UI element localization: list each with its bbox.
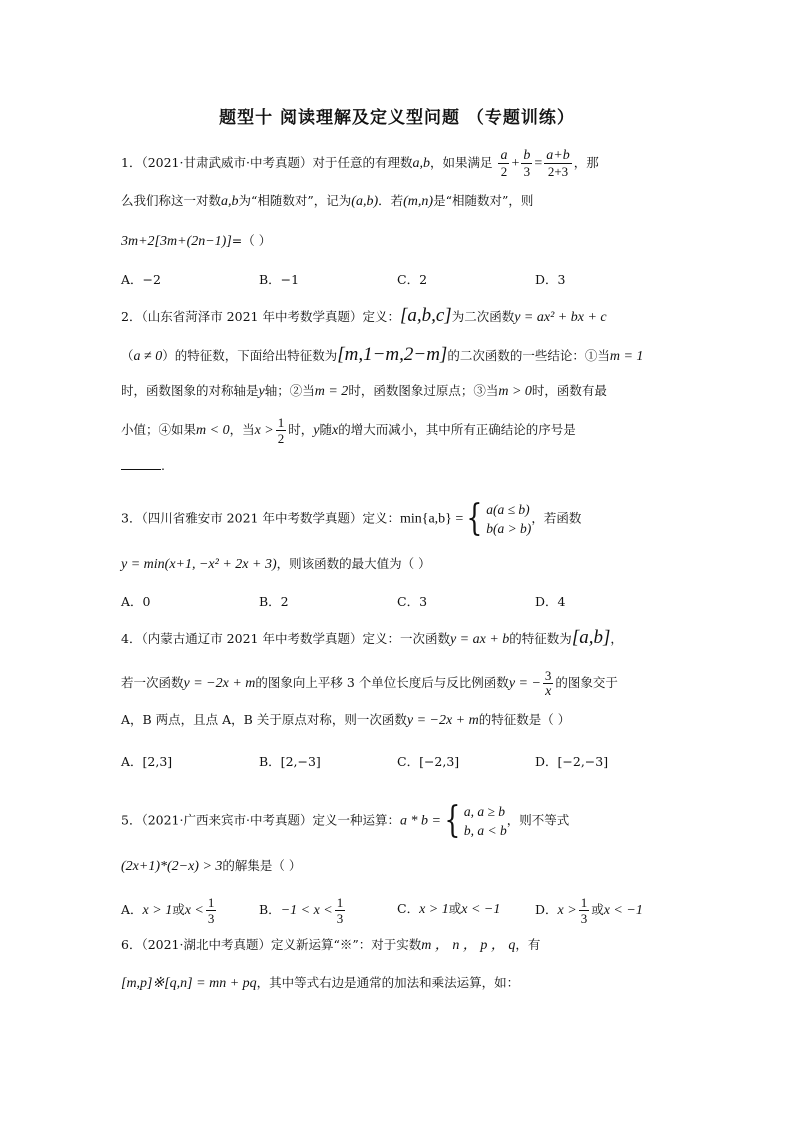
q2-l1b: 为二次函数: [451, 309, 515, 324]
q4-frac-num: 3: [544, 668, 552, 683]
q4-l1b: 的特征数为: [509, 631, 572, 646]
q5-brace: {: [444, 800, 461, 841]
q3-line-2: [121, 554, 431, 575]
q2-l2a: （: [121, 348, 134, 363]
q2-l4a: 小值；④如果: [121, 422, 197, 437]
q1-text-c: ，那: [573, 155, 599, 170]
q5-option-c-or: 或: [448, 901, 462, 916]
q5-inequality: (2x+1)*(2−x) > 3: [121, 859, 223, 874]
q2-line-3: [121, 381, 607, 402]
q2-function: y = ax² + bx + c: [514, 310, 607, 325]
q5-option-c: [397, 899, 500, 920]
q1-eq: =: [534, 156, 543, 171]
q5-option-b-m: −1 < x <: [280, 903, 333, 918]
q4-frac-den: x: [545, 684, 552, 699]
page-title: 题型十 阅读理解及定义型问题 （专题训练）: [219, 108, 575, 128]
q1-option-d: D．3: [535, 272, 566, 287]
q5-option-b-letter: B．: [259, 902, 281, 917]
q5-option-d-frac: [579, 895, 590, 926]
q3-minab: min{a,b} =: [399, 511, 464, 527]
q2-line-4: [121, 415, 576, 446]
q2-end: .: [161, 458, 165, 473]
q5-l1b: ，则不等式: [506, 812, 570, 828]
q1-frac-2-den: 3: [523, 164, 531, 179]
q2-y: y: [258, 384, 265, 399]
q2-l4b: ，当: [229, 422, 255, 437]
q2-cond: a ≠ 0: [133, 349, 163, 364]
q5-option-a-letter: A．: [121, 902, 143, 917]
q5-option-b-num: 1: [336, 895, 344, 910]
q4-option-b: B．[2,−3]: [259, 754, 321, 769]
q6-l1a: 6．（2021·湖北中考真题）定义新运算“※”：对于实数: [121, 937, 422, 952]
q3-option-c: C．3: [397, 594, 428, 609]
q5-option-a-m1: x > 1: [142, 903, 173, 918]
q1-line-1: [121, 148, 599, 179]
q5-option-d-m1: x >: [557, 903, 577, 918]
q2-m1: m = 1: [609, 349, 644, 364]
q1-frac-1: [498, 148, 509, 179]
q4-l2a: 若一次函数: [121, 675, 184, 690]
q4-l1a: 4．（内蒙古通辽市 2021 年中考数学真题）定义：一次函数: [121, 631, 450, 646]
q2-l2b: ）的特征数，下面给出特征数为: [162, 348, 338, 363]
q5-case-1: a, a ≥ b: [463, 804, 505, 819]
q5-cases: [464, 802, 507, 840]
q2-feature: [m,1−m,2−m]: [337, 344, 448, 365]
q4-line-3: [121, 710, 570, 731]
q5-option-b-den: 3: [336, 911, 344, 926]
q4-function-2b: y = −2x + m: [406, 713, 479, 728]
q1-frac-3: [544, 148, 571, 179]
q1-option-c: C．2: [397, 272, 428, 287]
q3-line-1: [121, 500, 581, 538]
q6-vars: m ， n ， p ， q: [421, 938, 516, 953]
q2-l1a: 2．（山东省菏泽市 2021 年中考数学真题）定义：: [121, 309, 400, 324]
q5-option-a-den: 3: [207, 911, 215, 926]
q5-l1a: 5．（2021·广西来宾市·中考真题）定义一种运算：: [121, 812, 400, 828]
q6-l2b: ，其中等式右边是通常的加法和乘法运算，如：: [256, 975, 520, 990]
q2-abc: [a,b,c]: [399, 305, 452, 326]
q5-option-c-m2: x < −1: [461, 902, 501, 917]
q3-l1a: 3．（四川省雅安市 2021 年中考数学真题）定义：: [121, 510, 400, 526]
q2-l2c: 的二次函数的一些结论：①当: [447, 348, 610, 363]
q6-l1b: ，有: [515, 937, 541, 952]
q6-line-1: [121, 935, 540, 956]
q1-l3b: =（ ）: [231, 233, 272, 248]
q4-option-a: A．[2,3]: [121, 754, 173, 769]
q5-option-a-frac: [206, 895, 217, 926]
q1-l2a: 么我们称这一对数: [121, 193, 222, 208]
q2-frac-den: 2: [277, 431, 285, 446]
q3-option-a: A．0: [121, 594, 151, 609]
q5-option-b-frac: [335, 895, 346, 926]
q6-line-2: [121, 973, 519, 994]
q4-line-1: [121, 628, 623, 650]
q4-feature: [a,b]: [571, 627, 611, 648]
q4-line-2: [121, 668, 618, 699]
q3-option-b: B．2: [259, 594, 289, 609]
q3-option-d: D．4: [535, 594, 566, 609]
q1-text: 1．（2021·甘肃武威市·中考真题）对于任意的有理数: [121, 155, 413, 170]
q2-line-1: [121, 306, 607, 328]
q1-expression: 3m+2[3m+(2n−1)]: [121, 234, 232, 249]
q2-l4d: 随: [319, 422, 333, 437]
q4-option-d: D．[−2,−3]: [535, 754, 609, 769]
q4-l2c: 的图象交于: [555, 675, 618, 690]
q3-l2b: ，则该函数的最大值为（ ）: [276, 556, 431, 571]
q4-function: y = ax + b: [449, 632, 510, 647]
q1-ab: a,b: [412, 156, 430, 171]
q2-line-5: [121, 456, 165, 476]
q5-l2b: 的解集是（ ）: [222, 858, 302, 873]
q2-frac: [276, 415, 287, 446]
q5-line-2: [121, 856, 301, 877]
q2-l4c: 时，: [288, 422, 314, 437]
q5-option-a-num: 1: [207, 895, 215, 910]
q1-option-b: B．−1: [259, 272, 300, 287]
q1-frac-1-num: a: [500, 148, 508, 163]
q5-case-2: b, a < b: [463, 823, 507, 838]
q2-answer-blank: [121, 457, 161, 470]
q1-ab-2: a,b: [221, 194, 239, 209]
q5-option-b: [259, 895, 347, 926]
q5-option-d-m2: x < −1: [603, 903, 643, 918]
q1-frac-3-num: a+b: [546, 148, 570, 163]
q2-xgt: x >: [254, 423, 274, 438]
q5-option-d-den: 3: [580, 911, 588, 926]
q4-frac: [543, 668, 554, 699]
q1-frac-2-num: b: [523, 148, 531, 163]
q2-l3a: 时，函数图象的对称轴是: [121, 383, 259, 398]
q2-l3b: 轴；②当: [264, 383, 315, 398]
q3-function: y = min(x+1, −x² + 2x + 3): [121, 557, 277, 572]
q2-l3d: 时，函数有最: [531, 383, 607, 398]
q2-line-2: [121, 345, 643, 367]
q5-option-d-or: 或: [591, 902, 604, 917]
q1-line-2: [121, 191, 533, 212]
q1-pair: (a,b): [351, 194, 379, 209]
q4-l3b: 的特征数是（ ）: [478, 712, 571, 727]
q1-plus: +: [511, 156, 520, 171]
q3-case-1: a(a ≤ b): [486, 502, 530, 517]
q2-m0: m > 0: [498, 384, 532, 399]
q1-l2d: 是“相随数对”，则: [433, 193, 534, 208]
q2-m2: m = 2: [314, 384, 349, 399]
q5-option-c-m1: x > 1: [419, 902, 449, 917]
q2-y-2: y: [313, 423, 320, 438]
q1-frac-2: [521, 148, 532, 179]
q1-line-3: [121, 231, 271, 252]
q2-frac-num: 1: [277, 415, 285, 430]
q1-frac-3-den: 2+3: [547, 164, 569, 179]
q2-l4e: 的增大而减小，其中所有正确结论的序号是: [338, 422, 576, 437]
q5-option-d-num: 1: [580, 895, 588, 910]
q3-brace: {: [466, 498, 483, 539]
q3-cases: [486, 500, 531, 538]
q1-option-a: A．−2: [121, 272, 161, 287]
q4-l1c: ，: [610, 631, 623, 646]
q1-l2c: ．若: [378, 193, 404, 208]
q2-mneg: m < 0: [196, 423, 230, 438]
q5-line-1: [121, 802, 569, 840]
q1-mn: (m,n): [403, 194, 434, 209]
q3-l1b: ，若函数: [531, 510, 582, 526]
q3-case-2: b(a > b): [486, 521, 532, 536]
q6-definition: [m,p]※[q,n] = mn + pq: [121, 976, 257, 991]
q1-l2b: 为“相随数对”，记为: [238, 193, 352, 208]
q5-option-c-letter: C．: [397, 901, 420, 916]
q4-function-3: y = −: [508, 676, 541, 691]
q4-l2b: 的图象向上平移 3 个单位长度后与反比例函数: [255, 675, 509, 690]
q1-text-b: ，如果满足: [429, 155, 493, 170]
q2-l3c: 时，函数图象过原点；③当: [348, 383, 499, 398]
q5-operator: a * b =: [399, 813, 441, 829]
q2-x: x: [332, 423, 339, 438]
q4-option-c: C．[−2,3]: [397, 754, 460, 769]
q4-function-2: y = −2x + m: [183, 676, 256, 691]
q4-l3a: A，B 两点，且点 A，B 关于原点对称，则一次函数: [121, 712, 407, 727]
q5-option-d: [535, 895, 643, 926]
q5-option-a: [121, 895, 218, 926]
q1-frac-1-den: 2: [500, 164, 508, 179]
q5-option-a-m2: x <: [184, 903, 204, 918]
q5-option-d-letter: D．: [535, 902, 558, 917]
q5-option-a-or: 或: [172, 902, 185, 917]
